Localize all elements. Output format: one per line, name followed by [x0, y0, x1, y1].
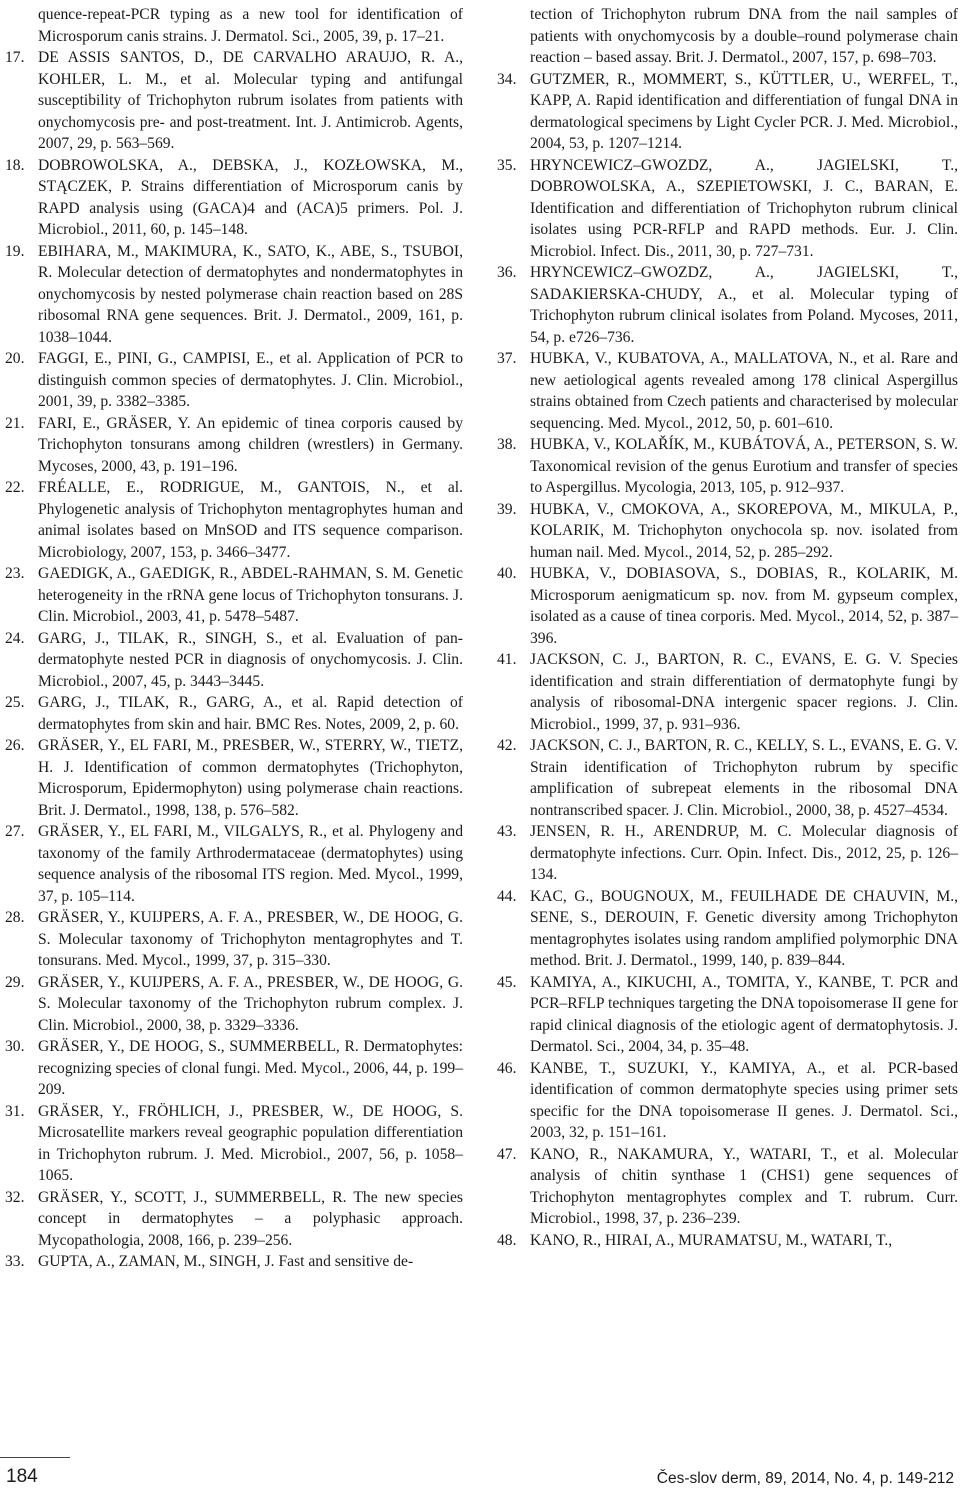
reference-text: GRÄSER, Y., EL FARI, M., PRESBER, W., STERRY, W., TIETZ, H. J. Identification of common dermatophytes (Trichophyton, Microsporum, Epidermophyton) using polymerase chain reactions. Brit. J. Dermatol., 1998, 138, p. 576–582. [38, 737, 463, 819]
reference-number: 21. [5, 414, 25, 432]
journal-citation-footer: Čes-slov derm, 89, 2014, No. 4, p. 149-212 [656, 1470, 954, 1487]
reference-number: 17. [5, 49, 25, 66]
reference-number: 20. [5, 350, 25, 367]
reference-number: 38. [497, 436, 517, 453]
reference-number: 26. [5, 737, 25, 754]
reference-entry [5, 628, 463, 693]
reference-text: KAMIYA, A., KIKUCHI, A., TOMITA, Y., KANBE, T. PCR and PCR–RFLP techniques targeting the DNA topoisomerase II gene for rapid clinical diagnosis of the etiologic agent of dermatophytosis. J. Dermatol. Sci., 2004, 34, p. 35–48. [530, 973, 958, 1055]
reference-text: GRÄSER, Y., KUIJPERS, A. F. A., PRESBER, W., DE HOOG, G. S. Molecular taxonomy of Trichophyton mentagrophytes and T. tonsurans. Med. Mycol., 1999, 37, p. 315–330. [38, 909, 463, 969]
reference-entry [497, 262, 958, 348]
reference-text: GRÄSER, Y., DE HOOG, S., SUMMERBELL, R. Dermatophytes: recognizing species of clonal fungi. Med. Mycol., 2006, 44, p. 199–209. [38, 1038, 463, 1098]
reference-number: 39. [497, 500, 517, 518]
reference-number: 48. [497, 1231, 517, 1249]
reference-entry [5, 1101, 463, 1187]
reference-number: 46. [497, 1059, 517, 1077]
reference-text: EBIHARA, M., MAKIMURA, K., SATO, K., ABE, S., TSUBOI, R. Molecular detection of dermatophytes and nondermatophytes in onychomycosis by nested polymerase chain reaction based on 28S ribosomal RNA gene sequences. Brit. J. Dermatol., 2009, 161, p. 1038–1044. [38, 242, 463, 346]
reference-text: GRÄSER, Y., EL FARI, M., VILGALYS, R., et al. Phylogeny and taxonomy of the family Arthrodermataceae (dermatophytes) using sequence analysis of the ribosomal ITS region. Med. Mycol., 1999, 37, p. 105–114. [38, 823, 463, 905]
reference-number: 19. [5, 242, 25, 260]
reference-text: JENSEN, R. H., ARENDRUP, M. C. Molecular diagnosis of dermatophyte infections. Curr. Opin. Infect. Dis., 2012, 25, p. 126–134. [530, 823, 958, 883]
reference-number: 33. [5, 1253, 25, 1270]
reference-number: 35. [497, 156, 517, 174]
reference-text: JACKSON, C. J., BARTON, R. C., EVANS, E. G. V. Species identification and strain differentiation of dermatophyte fungi by analysis of ribosomal-DNA intergenic spacer regions. J. Clin. Microbiol., 1999, 37, p. 931–936. [530, 651, 958, 733]
reference-entry [5, 1251, 463, 1273]
reference-text: HRYNCEWICZ–GWOZDZ, A., JAGIELSKI, T., SADAKIERSKA-CHUDY, A., et al. Molecular typing of Trichophyton rubrum clinical isolates from Poland. Mycoses, 2011, 54, p. e726–736. [530, 264, 958, 346]
reference-number: 44. [497, 887, 517, 905]
reference-entry [5, 692, 463, 735]
reference-entry [497, 69, 958, 155]
page-footer [0, 1466, 960, 1490]
reference-text: KANBE, T., SUZUKI, Y., KAMIYA, A., et al. PCR-based identification of common dermatophyte species using primer sets specific for the DNA topoisomerase II genes. J. Dermatol. Sci., 2003, 32, p. 151–161. [530, 1059, 958, 1141]
reference-entry [497, 155, 958, 263]
reference-number: 43. [497, 823, 517, 840]
reference-number: 42. [497, 737, 517, 754]
reference-text: GRÄSER, Y., SCOTT, J., SUMMERBELL, R. The new species concept in dermatophytes – a polyphasic approach. Mycopathologia, 2008, 166, p. 239–256. [38, 1188, 463, 1249]
reference-number: 18. [5, 156, 25, 174]
reference-text: HUBKA, V., KOLAŘÍK, M., KUBÁTOVÁ, A., PETERSON, S. W. Taxonomical revision of the genus Eurotium and transfer of species to Aspergillus. Mycologia, 2013, 105, p. 912–937. [530, 436, 958, 496]
reference-number: 29. [5, 973, 25, 991]
reference-entry [497, 886, 958, 972]
reference-entry [497, 649, 958, 735]
reference-text: GUTZMER, R., MOMMERT, S., KÜTTLER, U., WERFEL, T., KAPP, A. Rapid identification and differentiation of fungal DNA in dermatological specimens by Light Cycler PCR. J. Med. Microbiol., 2004, 53, p. 1207–1214. [530, 70, 958, 152]
reference-text: JACKSON, C. J., BARTON, R. C., KELLY, S. L., EVANS, E. G. V. Strain identification of Trichophyton rubrum by specific amplification of subrepeat elements in the ribosomal DNA nontranscribed spacer. J. Clin. Microbiol., 2000, 38, p. 4527–4534. [530, 737, 958, 819]
reference-number: 40. [497, 565, 517, 582]
reference-text: GARG, J., TILAK, R., GARG, A., et al. Rapid detection of dermatophytes from skin and hair. BMC Res. Notes, 2009, 2, p. 60. [38, 694, 463, 733]
reference-text: KAC, G., BOUGNOUX, M., FEUILHADE DE CHAUVIN, M., SENE, S., DEROUIN, F. Genetic diversity among Trichophyton mentagrophytes isolates using random amplified polymorphic DNA method. Brit. J. Dermatol., 1999, 140, p. 839–844. [530, 887, 958, 969]
page-number: 184 [6, 1466, 38, 1487]
reference-text: GRÄSER, Y., KUIJPERS, A. F. A., PRESBER, W., DE HOOG, G. S. Molecular taxonomy of the Trichophyton rubrum complex. J. Clin. Microbiol., 2000, 38, p. 3329–3336. [38, 973, 463, 1034]
reference-text: KANO, R., HIRAI, A., MURAMATSU, M., WATARI, T., [530, 1231, 893, 1249]
reference-text: HUBKA, V., KUBATOVA, A., MALLATOVA, N., et al. Rare and new aetiological agents revealed among 178 clinical Aspergillus strains obtained from Czech patients and characterised by molecular sequencing. Med. Mycol., 2012, 50, p. 601–610. [530, 350, 958, 432]
reference-number: 36. [497, 264, 517, 281]
reference-text: tection of Trichophyton rubrum DNA from the nail samples of patients with onychomycosis by a double–round polymerase chain reaction – based assay. Brit. J. Dermatol., 2007, 157, p. 698–703. [530, 6, 958, 66]
reference-entry [5, 735, 463, 821]
reference-number: 27. [5, 823, 25, 840]
reference-text: FARI, E., GRÄSER, Y. An epidemic of tinea corporis caused by Trichophyton tonsurans among children (wrestlers) in Germany. Mycoses, 2000, 43, p. 191–196. [38, 414, 463, 475]
reference-number: 41. [497, 651, 517, 668]
reference-continuation [497, 4, 958, 69]
reference-entry [5, 47, 463, 155]
reference-entry [5, 1036, 463, 1101]
reference-entry [497, 499, 958, 564]
reference-text: KANO, R., NAKAMURA, Y., WATARI, T., et al. Molecular analysis of chitin synthase 1 (CHS1) gene sequences of Trichophyton mentagrophytes complex and T. rubrum. Curr. Microbiol., 1998, 37, p. 236–239. [530, 1145, 958, 1227]
reference-entry [5, 563, 463, 628]
reference-text: FRÉALLE, E., RODRIGUE, M., GANTOIS, N., et al. Phylogenetic analysis of Trichophyton mentagrophytes human and animal isolates based on MnSOD and ITS sequence comparison. Microbiology, 2007, 153, p. 3466–3477. [38, 479, 463, 561]
reference-entry [497, 434, 958, 499]
reference-entry [497, 1058, 958, 1144]
reference-number: 45. [497, 973, 517, 991]
reference-entry [5, 155, 463, 241]
reference-entry [5, 907, 463, 972]
reference-entry [5, 821, 463, 907]
footer-rule [0, 1457, 70, 1458]
reference-continuation [5, 4, 463, 47]
reference-number: 24. [5, 629, 25, 647]
reference-text: DE ASSIS SANTOS, D., DE CARVALHO ARAUJO, R. A., KOHLER, L. M., et al. Molecular typing and antifungal susceptibility of Trichophyton rubrum isolates from patients with onychomycosis pre- and post-treatment. Int. J. Antimicrob. Agents, 2007, 29, p. 563–569. [38, 49, 463, 152]
reference-entry [5, 241, 463, 349]
reference-text: DOBROWOLSKA, A., DEBSKA, J., KOZŁOWSKA, M., STĄCZEK, P. Strains differentiation of Microsporum canis by RAPD analysis using (GACA)4 and (ACA)5 primers. Pol. J. Microbiol., 2011, 60, p. 145–148. [38, 156, 463, 238]
reference-entry [497, 1230, 958, 1252]
reference-number: 22. [5, 479, 25, 496]
reference-text: HUBKA, V., CMOKOVA, A., SKOREPOVA, M., MIKULA, P., KOLARIK, M. Trichophyton onychocola sp. nov. isolated from human nail. Med. Mycol., 2014, 52, p. 285–292. [530, 500, 958, 561]
reference-entry [5, 972, 463, 1037]
reference-entry [5, 413, 463, 478]
reference-entry [5, 477, 463, 563]
reference-entry [497, 563, 958, 649]
reference-entry [5, 348, 463, 413]
reference-number: 25. [5, 694, 25, 711]
reference-text: GRÄSER, Y., FRÖHLICH, J., PRESBER, W., DE HOOG, S. Microsatellite markers reveal geographic population differentiation in Trichophyton rubrum. J. Med. Microbiol., 2007, 56, p. 1058–1065. [38, 1102, 463, 1184]
reference-text: FAGGI, E., PINI, G., CAMPISI, E., et al. Application of PCR to distinguish common species of dermatophytes. J. Clin. Microbiol., 2001, 39, p. 3382–3385. [38, 350, 463, 410]
reference-number: 34. [497, 70, 517, 88]
left-reference-column [5, 4, 463, 1273]
reference-entry [5, 1187, 463, 1252]
reference-entry [497, 972, 958, 1058]
reference-number: 28. [5, 909, 25, 926]
reference-text: HRYNCEWICZ–GWOZDZ, A., JAGIELSKI, T., DOBROWOLSKA, A., SZEPIETOWSKI, J. C., BARAN, E. Identification and differentiation of Trichophyton rubrum clinical isolates using PCR-RFLP and RAPD methods. Eur. J. Clin. Microbiol. Infect. Dis., 2011, 30, p. 727–731. [530, 156, 958, 260]
reference-text: GAEDIGK, A., GAEDIGK, R., ABDEL-RAHMAN, S. M. Genetic heterogeneity in the rRNA gene locus of Trichophyton tonsurans. J. Clin. Microbiol., 2003, 41, p. 5478–5487. [38, 565, 463, 625]
reference-number: 32. [5, 1188, 25, 1206]
reference-text: GUPTA, A., ZAMAN, M., SINGH, J. Fast and sensitive de- [38, 1253, 414, 1270]
reference-entry [497, 821, 958, 886]
reference-entry [497, 348, 958, 434]
reference-text: quence-repeat-PCR typing as a new tool for identification of Microsporum canis strains. J. Dermatol. Sci., 2005, 39, p. 17–21. [38, 6, 463, 45]
reference-text: HUBKA, V., DOBIASOVA, S., DOBIAS, R., KOLARIK, M. Microsporum aenigmaticum sp. nov. from M. gypseum complex, isolated as a cause of tinea corporis. Med. Mycol., 2014, 52, p. 387–396. [530, 565, 958, 647]
reference-number: 30. [5, 1038, 25, 1055]
reference-number: 31. [5, 1102, 25, 1120]
reference-text: GARG, J., TILAK, R., SINGH, S., et al. Evaluation of pan-dermatophyte nested PCR in diagnosis of onychomycosis. J. Clin. Microbiol., 2007, 45, p. 3443–3445. [38, 629, 463, 690]
reference-entry [497, 1144, 958, 1230]
reference-entry [497, 735, 958, 821]
right-reference-column [497, 4, 958, 1251]
reference-number: 47. [497, 1145, 517, 1163]
reference-number: 37. [497, 350, 517, 367]
reference-number: 23. [5, 565, 25, 582]
